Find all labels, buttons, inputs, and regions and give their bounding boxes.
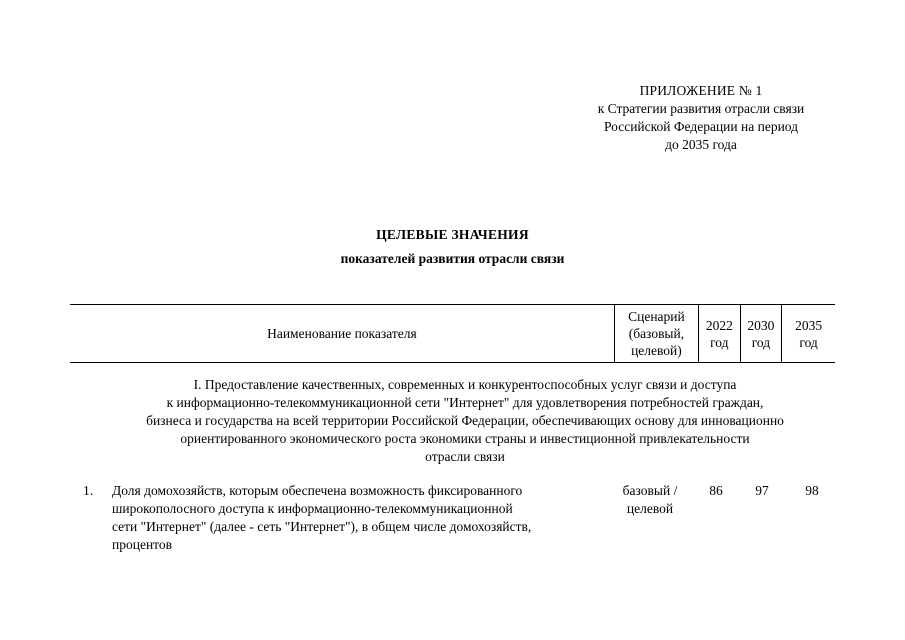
section-heading-line: I. Предоставление качественных, современных и конкурентоспособных услуг связи и доступа (193, 377, 737, 392)
header-year-value: 2030 (747, 317, 775, 333)
header-year-2022 (699, 305, 741, 363)
appendix-line: к Стратегии развития отрасли связи (597, 101, 805, 116)
document-subtitle: показателей развития отрасли связи (340, 251, 565, 266)
row-name-line: широкополосного доступа к информационно-телекоммуникационной (112, 501, 513, 516)
row-scenario-line: базовый / (622, 483, 678, 498)
section-heading-line: ориентированного экономического роста экономики страны и инвестиционной привлекательности (180, 431, 750, 446)
row-number: 1. (83, 483, 94, 498)
row-name-line: сети "Интернет" (далее - сеть "Интернет"), в общем числе домохозяйств, (112, 519, 532, 534)
header-year-word: год (710, 334, 729, 350)
header-year-2030 (740, 305, 782, 363)
appendix-line: Российской Федерации на период (603, 119, 799, 134)
row-name-line: процентов (112, 537, 173, 552)
table-header-row (70, 305, 835, 363)
row-value-2030: 97 (755, 483, 769, 498)
header-indicator-name: Наименование показателя (70, 305, 614, 363)
section-heading-line: отрасли связи (425, 449, 505, 464)
header-year-value: 2022 (705, 317, 733, 333)
appendix-line: до 2035 года (665, 137, 737, 152)
document-title: ЦЕЛЕВЫЕ ЗНАЧЕНИЯ (376, 227, 529, 242)
appendix-title: ПРИЛОЖЕНИЕ № 1 (639, 83, 763, 98)
row-value-2035: 98 (805, 483, 819, 498)
header-scenario-line: целевой) (631, 343, 682, 358)
section-heading-line: бизнеса и государства на всей территории Российской Федерации, обеспечивающих основу для инновационно (146, 413, 784, 428)
header-year-word: год (751, 334, 771, 350)
header-scenario-line: (базовый, (628, 326, 685, 341)
header-year-value: 2035 (795, 317, 823, 333)
section-heading-line: к информационно-телекоммуникационной сети "Интернет" для удовлетворения потребностей граждан, (166, 395, 764, 410)
header-scenario (614, 305, 698, 363)
header-year-word: год (799, 334, 818, 350)
row-value-2022: 86 (709, 483, 723, 498)
row-indicator-name (112, 482, 592, 554)
appendix-header (560, 82, 842, 154)
row-scenario (602, 482, 698, 518)
header-year-2035 (782, 305, 835, 363)
indicators-table (70, 304, 835, 363)
header-scenario-line: Сценарий (628, 309, 685, 324)
row-scenario-line: целевой (626, 501, 674, 516)
row-name-line: Доля домохозяйств, которым обеспечена возможность фиксированного (112, 483, 523, 498)
section-heading (100, 376, 830, 466)
